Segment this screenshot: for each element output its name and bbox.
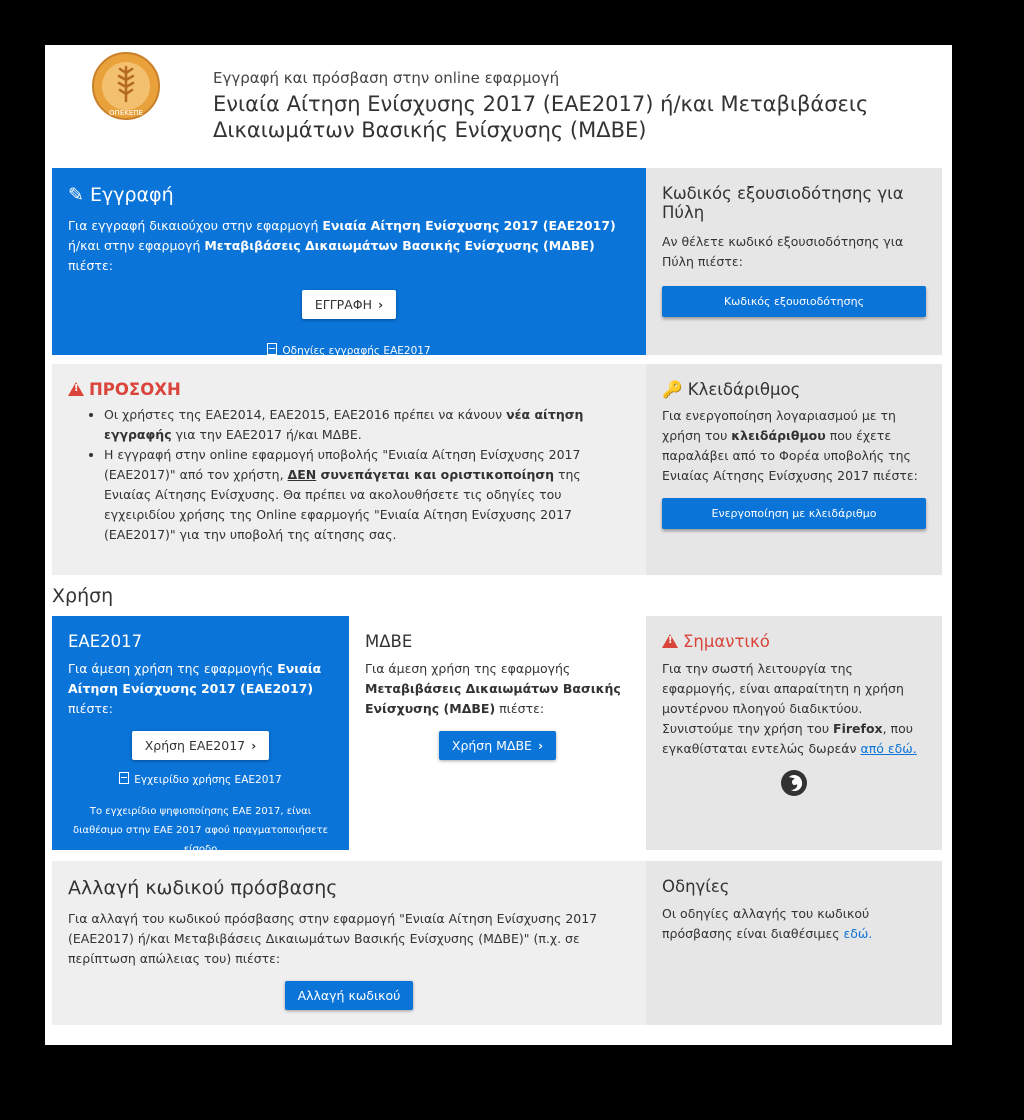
warning-icon bbox=[68, 382, 84, 396]
attention-list bbox=[68, 405, 630, 545]
logo-text: ΟΠΕΚΕΠΕ bbox=[109, 109, 143, 117]
portal-title: Κωδικός εξουσιοδότησης για Πύλη bbox=[662, 184, 904, 222]
registration-text: Για εγγραφή δικαιούχου στην εφαρμογή Ενιαία Αίτηση Ενίσχυσης 2017 (ΕΑΕ2017) ή/και στην εφαρμογή Μεταβιβάσεις Δικαιωμάτων Βασικής Ενίσχυσης (ΜΔΒΕ) πιέστε: bbox=[68, 218, 616, 273]
list-item: • Η εγγραφή στην online εφαρμογή υποβολής "Ενιαία Αίτηση Ενίσχυσης 2017 (ΕΑΕ2017)" από τον χρήστη, ΔΕΝ συνεπάγεται και οριστικοποίηση της Ενιαίας Αίτησης Ενίσχυσης. Θα πρέπει να ακολουθήσετε τις οδηγίες του εγχειριδίου χρήσης της Online εφαρμογής "Ενιαία Αίτηση Ενίσχυσης 2017 (ΕΑΕ2017)" για την υποβολή της αίτησης σας. bbox=[104, 445, 630, 545]
mdbe-text: Για άμεση χρήση της εφαρμογής Μεταβιβάσεις Δικαιωμάτων Βασικής Ενίσχυσης (ΜΔΒΕ) πιέστε: bbox=[365, 661, 621, 716]
eae-panel bbox=[52, 616, 349, 855]
mdbe-panel bbox=[349, 616, 646, 850]
warning-icon bbox=[662, 634, 678, 648]
page bbox=[45, 45, 952, 1045]
attention-panel bbox=[52, 364, 646, 575]
password-panel bbox=[52, 861, 646, 1025]
eae-note: Το εγχειρίδιο ψηφιοποίησης ΕΑΕ 2017, είναι διαθέσιμο στην ΕΑΕ 2017 αφού πραγματοποιήσετε είσοδο bbox=[72, 806, 328, 855]
header-subtitle: Εγγραφή και πρόσβαση στην online εφαρμογή bbox=[213, 69, 560, 87]
use-mdbe-button[interactable]: Χρήση ΜΔΒΕ › bbox=[439, 731, 556, 760]
activate-keyring-button[interactable]: Ενεργοποίηση με κλειδάριθμο bbox=[662, 498, 926, 529]
firefox-icon[interactable] bbox=[780, 769, 808, 797]
important-title: !Σημαντικό bbox=[662, 632, 926, 651]
attention-title: !ΠΡΟΣΟΧΗ bbox=[68, 380, 630, 399]
important-panel bbox=[646, 616, 942, 850]
registration-title: ✎ Εγγραφή bbox=[68, 184, 174, 206]
key-icon: 🔑 bbox=[662, 380, 683, 399]
firefox-download-link[interactable]: από εδώ. bbox=[860, 741, 917, 756]
instructions-panel bbox=[646, 861, 942, 1025]
register-button[interactable]: ΕΓΓΡΑΦΗ › bbox=[302, 290, 396, 319]
keyring-text: Για ενεργοποίηση λογαριασμού με τη χρήση του κλειδάριθμου που έχετε παραλάβει από το Φορέα υποβολής της Ενιαίας Αίτησης Ενίσχυσης 2017 πιέστε: bbox=[662, 408, 918, 483]
authorization-code-button[interactable]: Κωδικός εξουσιοδότησης bbox=[662, 286, 926, 317]
eae-text: Για άμεση χρήση της εφαρμογής Ενιαία Αίτηση Ενίσχυσης 2017 (ΕΑΕ2017) πιέστε: bbox=[68, 661, 322, 716]
keyring-title: 🔑 Κλειδάριθμος bbox=[662, 380, 801, 399]
important-text: Για την σωστή λειτουργία της εφαρμογής, είναι απαραίτητη η χρήση μοντέρνου πλοηγού διαδικτύου. Συνιστούμε την χρήση του Firefox, που εγκαθίσταται εντελώς δωρεάν από εδώ. bbox=[662, 661, 917, 756]
portal-text: Αν θέλετε κωδικό εξουσιοδότησης για Πύλη πιέστε: bbox=[662, 234, 904, 269]
instructions-title: Οδηγίες bbox=[662, 877, 730, 896]
usage-heading: Χρήση bbox=[52, 585, 114, 607]
registration-guide-link[interactable]: Οδηγίες εγγραφής ΕΑΕ2017 bbox=[68, 343, 630, 357]
instructions-link[interactable]: εδώ. bbox=[843, 926, 873, 941]
edit-icon: ✎ bbox=[68, 184, 84, 206]
eae-title: ΕΑΕ2017 bbox=[68, 632, 143, 651]
header bbox=[45, 45, 952, 167]
password-text: Για αλλαγή του κωδικού πρόσβασης στην εφαρμογή "Ενιαία Αίτηση Ενίσχυσης 2017 (ΕΑΕ2017) ή/και Μεταβιβάσεις Δικαιωμάτων Βασικής Ενίσχυσης (ΜΔΒΕ)" (π.χ. σε περίπτωση απώλειας του) πιέστε: bbox=[68, 911, 598, 966]
page-title: Ενιαία Αίτηση Ενίσχυσης 2017 (ΕΑΕ2017) ή/και Μεταβιβάσεις Δικαιωμάτων Βασικής Ενίσχυσης (ΜΔΒΕ) bbox=[213, 92, 869, 142]
eae-manual-link[interactable]: Εγχειρίδιο χρήσης ΕΑΕ2017 bbox=[68, 772, 333, 786]
password-title: Αλλαγή κωδικού πρόσβασης bbox=[68, 877, 338, 899]
keyring-panel bbox=[646, 364, 942, 575]
list-item: • Οι χρήστες της ΕΑΕ2014, ΕΑΕ2015, ΕΑΕ2016 πρέπει να κάνουν νέα αίτηση εγγραφής για την ΕΑΕ2017 ή/και ΜΔΒΕ. bbox=[104, 405, 630, 445]
portal-panel bbox=[646, 168, 942, 355]
chevron-right-icon: › bbox=[251, 738, 257, 753]
opekepe-logo bbox=[91, 51, 161, 121]
change-password-button[interactable]: Αλλαγή κωδικού bbox=[285, 981, 414, 1010]
document-icon bbox=[267, 343, 277, 355]
mdbe-title: ΜΔΒΕ bbox=[365, 632, 413, 651]
chevron-right-icon: › bbox=[537, 738, 544, 753]
document-icon bbox=[119, 772, 129, 784]
chevron-right-icon: › bbox=[378, 297, 384, 312]
instructions-text: Οι οδηγίες αλλαγής του κωδικού πρόσβασης είναι διαθέσιμες εδώ. bbox=[662, 906, 873, 941]
use-eae-button[interactable]: Χρήση ΕΑΕ2017 › bbox=[132, 731, 270, 760]
registration-panel bbox=[52, 168, 646, 355]
